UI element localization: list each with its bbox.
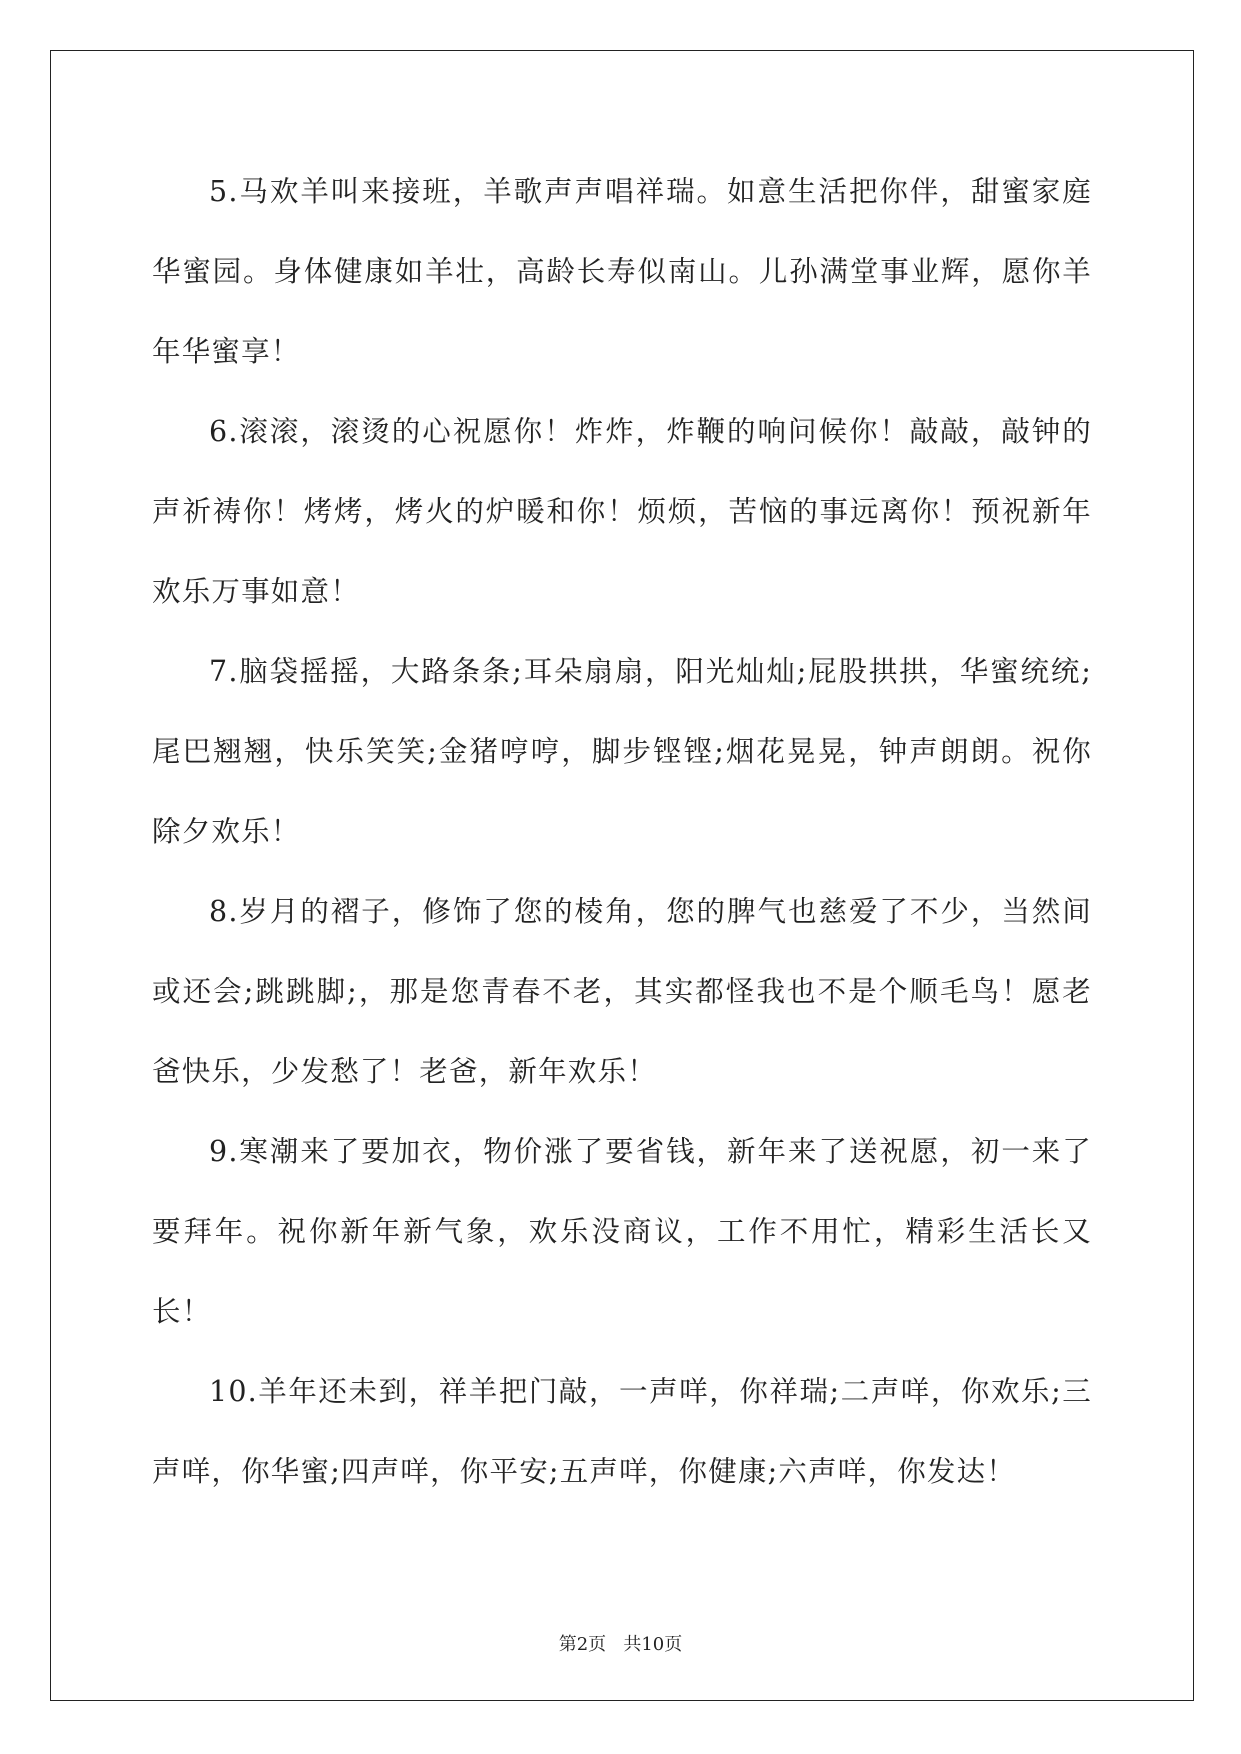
paragraph-9: 9.寒潮来了要加衣，物价涨了要省钱，新年来了送祝愿，初一来了要拜年。祝你新年新气象，欢乐没商议，工作不用忙，精彩生活长又长！ <box>152 1135 1092 1328</box>
paragraph-6: 6.滚滚，滚烫的心祝愿你！炸炸，炸鞭的响问候你！敲敲，敲钟的声祈祷你！烤烤，烤火的炉暖和你！烦烦，苦恼的事远离你！预祝新年欢乐万事如意！ <box>152 415 1092 608</box>
paragraph-8: 8.岁月的褶子，修饰了您的棱角，您的脾气也慈爱了不少，当然间或还会;跳跳脚;，那是您青春不老，其实都怪我也不是个顺毛鸟！愿老爸快乐，少发愁了！老爸，新年欢乐！ <box>152 895 1092 1088</box>
paragraph-7: 7.脑袋摇摇，大路条条;耳朵扇扇，阳光灿灿;屁股拱拱，华蜜统统;尾巴翘翘，快乐笑笑;金猪哼哼，脚步铿铿;烟花晃晃，钟声朗朗。祝你除夕欢乐！ <box>152 655 1092 848</box>
document-body <box>152 152 1092 1512</box>
page-footer: 第2页 共10页 <box>558 1634 683 1655</box>
paragraph-5: 5.马欢羊叫来接班，羊歌声声唱祥瑞。如意生活把你伴，甜蜜家庭华蜜园。身体健康如羊壮，高龄长寿似南山。儿孙满堂事业辉，愿你羊年华蜜享！ <box>152 175 1092 368</box>
paragraph-10: 10.羊年还未到，祥羊把门敲，一声咩，你祥瑞;二声咩，你欢乐;三声咩，你华蜜;四声咩，你平安;五声咩，你健康;六声咩，你发达！ <box>152 1375 1092 1488</box>
